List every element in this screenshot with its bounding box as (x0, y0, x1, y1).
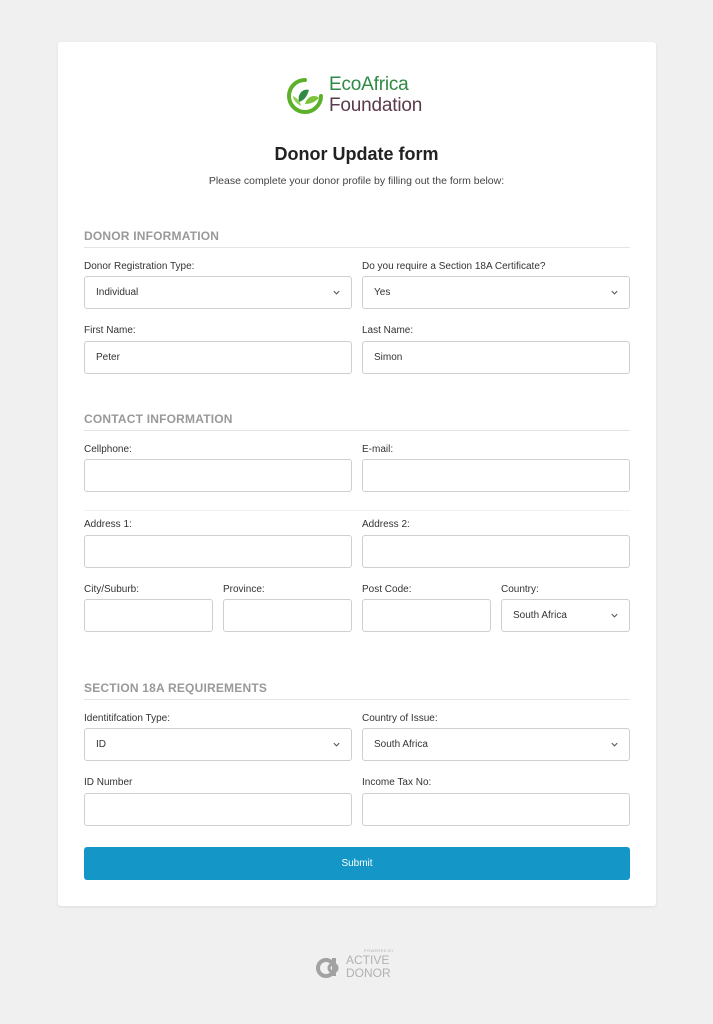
registration-type-select[interactable] (84, 276, 352, 309)
province-input[interactable] (223, 599, 352, 632)
country-select[interactable] (501, 599, 630, 632)
income-tax-no-label: Income Tax No: (362, 777, 432, 788)
brand-logo (285, 74, 435, 120)
cellphone-input[interactable] (84, 459, 352, 492)
chevron-down-icon (610, 729, 619, 760)
post-code-input[interactable] (362, 599, 491, 632)
section18a-required-select[interactable] (362, 276, 630, 309)
section18a-required-value: Yes (374, 287, 391, 298)
email-input[interactable] (362, 459, 630, 492)
submit-button[interactable]: Submit (84, 847, 630, 880)
last-name-value: Simon (374, 352, 403, 363)
email-label: E-mail: (362, 444, 394, 455)
chevron-down-icon (610, 277, 619, 308)
section18a-required-label: Do you require a Section 18A Certificate? (362, 261, 546, 272)
powered-by-logo[interactable] (316, 948, 400, 982)
leaf-logo-icon (285, 76, 325, 116)
city-input[interactable] (84, 599, 213, 632)
address1-label: Address 1: (84, 519, 132, 530)
identification-type-value: ID (96, 739, 106, 750)
brand-name-line1: EcoAfrica (329, 74, 409, 95)
city-label: City/Suburb: (84, 584, 140, 595)
id-number-input[interactable] (84, 793, 352, 826)
first-name-input[interactable] (84, 341, 352, 374)
active-donor-icon (316, 954, 342, 980)
section-heading-donor-information: DONOR INFORMATION (84, 229, 630, 248)
powered-by-line2: DONOR (346, 966, 391, 980)
chevron-down-icon (332, 729, 341, 760)
id-number-label: ID Number (84, 777, 133, 788)
divider (84, 510, 630, 511)
identification-type-select[interactable] (84, 728, 352, 761)
post-code-label: Post Code: (362, 584, 412, 595)
registration-type-label: Donor Registration Type: (84, 261, 195, 272)
country-of-issue-label: Country of Issue: (362, 713, 438, 724)
last-name-label: Last Name: (362, 325, 414, 336)
powered-by-line1: ACTIVE (346, 953, 390, 967)
section-heading-section18a: SECTION 18A REQUIREMENTS (84, 681, 630, 700)
address2-input[interactable] (362, 535, 630, 568)
country-of-issue-select[interactable] (362, 728, 630, 761)
address1-input[interactable] (84, 535, 352, 568)
chevron-down-icon (610, 600, 619, 631)
powered-by-text: POWERED BY (364, 948, 395, 953)
country-value: South Africa (513, 610, 567, 621)
page-title: Donor Update form (274, 144, 439, 164)
country-of-issue-value: South Africa (374, 739, 428, 750)
first-name-label: First Name: (84, 325, 136, 336)
chevron-down-icon (332, 277, 341, 308)
brand-name-line2: Foundation (329, 95, 423, 116)
page-subtitle: Please complete your donor profile by filling out the form below: (208, 175, 505, 187)
income-tax-no-input[interactable] (362, 793, 630, 826)
registration-type-value: Individual (96, 287, 139, 298)
first-name-value: Peter (96, 352, 120, 363)
identification-type-label: Identitifcation Type: (84, 713, 170, 724)
province-label: Province: (223, 584, 265, 595)
address2-label: Address 2: (362, 519, 410, 530)
last-name-input[interactable] (362, 341, 630, 374)
cellphone-label: Cellphone: (84, 444, 132, 455)
section-heading-contact-information: CONTACT INFORMATION (84, 412, 630, 431)
country-label: Country: (501, 584, 539, 595)
